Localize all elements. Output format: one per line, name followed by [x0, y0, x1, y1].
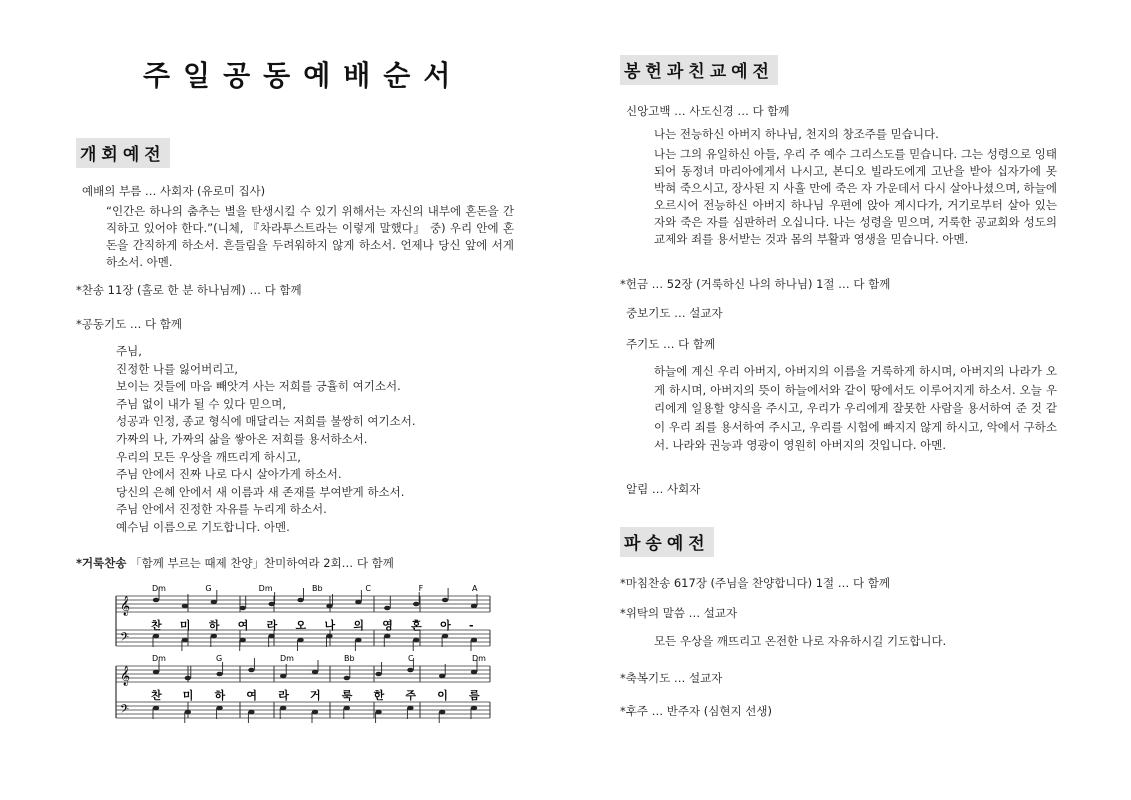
lyric-syllable: 라: [266, 619, 278, 632]
chord-symbol: G: [205, 584, 212, 593]
closing-hymn-line: *마침찬송 617장 (주님을 찬양합니다) 1절 … 다 함께: [620, 576, 890, 590]
chord-symbol: A: [472, 584, 478, 593]
creed-line1: 나는 전능하신 아버지 하나님, 천지의 창조주를 믿습니다.: [654, 127, 939, 141]
chord-symbol: C: [365, 584, 371, 593]
note-head: [153, 670, 159, 675]
bass-note-head: [471, 706, 477, 711]
bass-note-head: [471, 638, 477, 643]
note-head: [344, 676, 350, 681]
bass-note-head: [268, 634, 274, 639]
prayer-line: 예수님 이름으로 기도합니다. 아멘.: [116, 519, 290, 534]
note-head: [471, 604, 477, 609]
note-head: [248, 668, 254, 673]
lyric-syllable: 혼: [411, 619, 422, 632]
note-head: [326, 604, 332, 609]
note-head: [407, 668, 413, 673]
bass-note-head: [297, 638, 303, 643]
note-head: [182, 604, 188, 609]
treble-clef-icon: 𝄞: [120, 596, 131, 616]
bass-note-head: [182, 638, 188, 643]
lyric-syllable: 여: [246, 689, 258, 702]
bass-note-head: [407, 706, 413, 711]
common-prayer: [116, 343, 416, 537]
lyric-syllable: 하: [214, 689, 226, 702]
creed-text: 나는 그의 유일하신 아들, 우리 주 예수 그리스도를 믿습니다. 그는 성령으로 잉태되어 동정녀 마리아에게서 나시고, 본디오 빌라도에게 고난을 받아 십자가에 못 박혀 죽으시고, 장사된 지 사흘 만에 죽은 자 가운데서 다시 살아나셨으며, 하늘에 오르시어 전능하신 아버지 하나님 우편에 앉아 계시다가, 거기로부터 살아 있는 자와 죽은 자를 심판하러 오십니다. 나는 성령을 믿으며, 거룩한 공교회와 성도의 교제와 죄를 용서받는 것과 몸의 부활과 영생을 믿습니다. 아멘.: [654, 147, 1058, 246]
doxology-text: 「함께 부르는 때제 찬양」찬미하여라 2회… 다 함께: [126, 556, 394, 570]
note-head: [384, 606, 390, 611]
prayer-line: 당신의 은혜 안에서 새 이름과 새 존재를 부여받게 하소서.: [116, 484, 405, 499]
section-heading-opening: 개회예전: [76, 138, 170, 168]
section-heading-sending: 파송예전: [620, 527, 714, 557]
bass-note-head: [442, 634, 448, 639]
prayer-line: 주님 안에서 진짜 나로 다시 살아가게 하소서.: [116, 467, 342, 482]
lyric-syllable: 찬: [151, 619, 162, 632]
lyric-syllable: 거: [310, 689, 321, 702]
chord-symbol: Dm: [152, 654, 166, 663]
left-page: [0, 0, 565, 800]
note-head: [413, 602, 419, 607]
chord-symbol: Dm: [258, 584, 273, 593]
bass-note-head: [312, 710, 318, 715]
prayer-line: 가짜의 나, 가짜의 삶을 쌓아온 저희를 용서하소서.: [116, 431, 368, 446]
chord-symbol: Dm: [280, 654, 294, 663]
note-head: [375, 672, 381, 677]
chord-symbol: Bb: [344, 654, 355, 663]
lords-prayer-label: 주기도 … 다 함께: [626, 337, 716, 351]
doxology-line: [76, 555, 394, 572]
lyric-syllable: 찬: [151, 689, 162, 702]
lyric-syllable: 오: [295, 619, 307, 632]
note-head: [297, 598, 303, 603]
offering-line: *헌금 … 52장 (거룩하신 나의 하나님) 1절 … 다 함께: [620, 277, 891, 291]
note-head: [439, 674, 445, 679]
lyric-syllable: 이: [437, 689, 448, 702]
lyric-syllable: -: [469, 619, 474, 632]
lyric-syllable: 미: [179, 619, 191, 632]
lyric-syllable: 의: [353, 619, 365, 632]
announcements-line: 알림 … 사회자: [626, 482, 701, 496]
prayer-line: 성공과 인정, 종교 형식에 매달리는 저희를 불쌍히 여기소서.: [116, 414, 416, 429]
note-head: [240, 606, 246, 611]
note-head: [355, 600, 361, 605]
hymn-line: *찬송 11장 (홀로 한 분 하나님께) … 다 함께: [76, 283, 302, 297]
bass-note-head: [439, 710, 445, 715]
call-to-worship-text: “인간은 하나의 춤추는 별을 탄생시킬 수 있기 위해서는 자신의 내부에 혼돈을 간직하고 있어야 한다.”(니체, 『차라투스트라는 이렇게 말했다』 중) 우리 안에 혼돈을 간직하게 하소서. 흔들림을 두려워하지 않게 하소서. 언제나 당신 앞에 서게 하소서. 아멘.: [106, 204, 514, 269]
chord-symbol: Dm: [152, 584, 166, 593]
doxology-label: *거룩찬송: [76, 556, 127, 570]
chord-symbol: F: [418, 584, 424, 593]
lyric-syllable: 주: [405, 689, 417, 702]
note-head: [216, 672, 222, 677]
chord-symbol: C: [408, 654, 414, 663]
bass-clef-icon: 𝄢: [120, 703, 130, 719]
lyric-syllable: 나: [324, 619, 336, 632]
prayer-line: 진정한 나를 잃어버리고,: [116, 361, 239, 376]
bass-note-head: [248, 710, 254, 715]
prayer-line: 주님 안에서 진정한 자유를 누리게 하소서.: [116, 502, 327, 517]
bass-note-head: [355, 638, 361, 643]
prayer-label: *공동기도 … 다 함께: [76, 317, 182, 331]
chord-symbol: G: [216, 654, 223, 663]
bass-note-head: [413, 638, 419, 643]
right-page: [565, 0, 1131, 800]
lyric-syllable: 라: [278, 689, 289, 702]
note-head: [211, 600, 217, 605]
lyric-syllable: 룩: [341, 689, 353, 702]
section-heading-offering: 봉헌과친교예전: [620, 55, 778, 85]
bass-note-head: [211, 634, 217, 639]
bass-note-head: [153, 706, 159, 711]
benediction-line: *축복기도 … 설교자: [620, 671, 723, 685]
prayer-line: 보이는 것들에 마음 빼앗겨 사는 저희를 긍휼히 여기소서.: [116, 379, 401, 394]
bass-note-head: [344, 706, 350, 711]
prayer-line: 주님,: [116, 344, 142, 358]
note-head: [280, 674, 286, 679]
lyric-syllable: 여: [237, 619, 249, 632]
bass-note-head: [185, 710, 191, 715]
commission-label: *위탁의 말씀 … 설교자: [620, 606, 738, 620]
bass-note-head: [153, 634, 159, 639]
lyric-syllable: 영: [382, 619, 393, 632]
note-head: [268, 602, 274, 607]
lyric-syllable: 아: [440, 619, 451, 632]
commission-text: 모든 우상을 깨뜨리고 온전한 나로 자유하시길 기도합니다.: [654, 634, 947, 648]
lyric-syllable: 한: [373, 689, 385, 702]
lyric-syllable: 미: [182, 689, 194, 702]
bass-note-head: [326, 634, 332, 639]
bass-note-head: [240, 638, 246, 643]
page-title: 주일공동예배순서: [143, 59, 464, 92]
bass-note-head: [375, 710, 381, 715]
music-score: [112, 578, 496, 728]
lords-prayer-text: 하늘에 계신 우리 아버지, 아버지의 이름을 거룩하게 하시며, 아버지의 나라가 오게 하시며, 아버지의 뜻이 하늘에서와 같이 땅에서도 이루어지게 하소서. 오늘 우리에게 일용할 양식을 주시고, 우리가 우리에게 잘못한 사람을 용서하여 준 것 같이 우리 죄를 용서하여 주시고, 우리를 시험에 빠지지 않게 하시고, 악에서 구하소서. 나라와 권능과 영광이 영원히 아버지의 것입니다. 아멘.: [654, 364, 1058, 452]
chord-symbol: Bb: [312, 584, 323, 593]
creed-label: 신앙고백 … 사도신경 … 다 함께: [626, 104, 790, 118]
prayer-line: 주님 없이 내가 될 수 있다 믿으며,: [116, 396, 287, 411]
call-to-worship-label: 예배의 부름 … 사회자 (유로미 집사): [82, 184, 266, 198]
bass-note-head: [280, 706, 286, 711]
lyric-syllable: 름: [469, 689, 480, 702]
chord-symbol: Dm: [472, 654, 486, 663]
note-head: [442, 598, 448, 603]
intercession-line: 중보기도 … 설교자: [626, 306, 723, 320]
treble-clef-icon: 𝄞: [120, 666, 131, 686]
note-head: [471, 670, 477, 675]
prayer-line: 우리의 모든 우상을 깨뜨리게 하시고,: [116, 449, 301, 464]
note-head: [312, 670, 318, 675]
bass-note-head: [216, 706, 222, 711]
note-head: [153, 598, 159, 603]
note-head: [185, 676, 191, 681]
bass-note-head: [384, 634, 390, 639]
postlude-line: *후주 … 반주자 (심현지 선생): [620, 704, 772, 718]
bass-clef-icon: 𝄢: [120, 631, 130, 647]
lyric-syllable: 하: [208, 619, 220, 632]
